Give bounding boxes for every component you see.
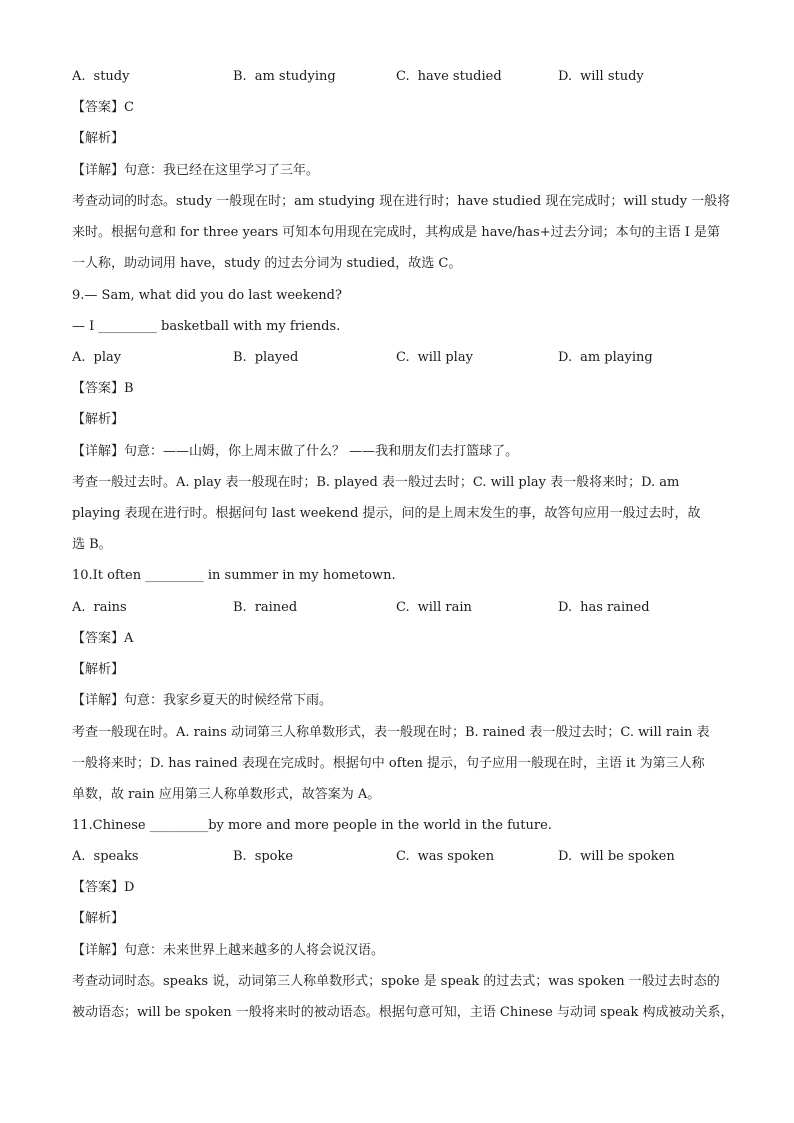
q8-explanation-line-3: 一人称，助动词用 have，study 的过去分词为 studied，故选 C。 [72, 256, 462, 271]
q8-option-d: D. will study [558, 69, 644, 84]
q11-explanation-line-1: 考查动词时态。speaks 说，动词第三人称单数形式；spoke 是 speak 的过去式；was spoken 一般过去时态的 [72, 974, 720, 989]
q11-option-a: A. speaks [72, 849, 139, 864]
q8-analysis-label: 【解析】 [72, 131, 125, 146]
q8-option-a: A. study [72, 69, 130, 84]
q10-answer: 【答案】A [72, 631, 134, 646]
q11-answer: 【答案】D [72, 880, 135, 895]
q10-stem: 10.It often _________ in summer in my hometown. [72, 568, 396, 583]
q11-option-b: B. spoke [233, 849, 294, 864]
q11-option-c: C. was spoken [396, 849, 495, 864]
q10-explanation-line-3: 单数，故 rain 应用第三人称单数形式，故答案为 A。 [72, 787, 381, 802]
q9-explanation-line-1: 考查一般过去时。A. play 表一般现在时；B. played 表一般过去时；C. will play 表一般将来时；D. am [72, 475, 680, 490]
q10-analysis-label: 【解析】 [72, 662, 125, 677]
q9-stem-1: 9.— Sam, what did you do last weekend? [72, 288, 342, 303]
q11-detail: 【详解】句意：未来世界上越来越多的人将会说汉语。 [72, 943, 385, 958]
q11-option-d: D. will be spoken [558, 849, 675, 864]
q11-stem: 11.Chinese _________by more and more people in the world in the future. [72, 818, 552, 833]
q10-option-d: D. has rained [558, 600, 650, 615]
q8-option-b: B. am studying [233, 69, 336, 84]
q8-answer: 【答案】C [72, 100, 134, 115]
q8-explanation-line-1: 考查动词的时态。study 一般现在时；am studying 现在进行时；have studied 现在完成时；will study 一般将 [72, 194, 731, 209]
q8-option-c: C. have studied [396, 69, 502, 84]
q8-detail: 【详解】句意：我已经在这里学习了三年。 [72, 163, 320, 178]
q9-analysis-label: 【解析】 [72, 412, 125, 427]
q10-option-c: C. will rain [396, 600, 472, 615]
q10-option-b: B. rained [233, 600, 298, 615]
q9-answer: 【答案】B [72, 381, 134, 396]
q10-detail: 【详解】句意：我家乡夏天的时候经常下雨。 [72, 693, 333, 708]
q11-explanation-line-2: 被动语态；will be spoken 一般将来时的被动语态。根据句意可知，主语 Chinese 与动词 speak 构成被动关系， [72, 1005, 734, 1020]
q9-option-c: C. will play [396, 350, 473, 365]
q9-stem-2: — I _________ basketball with my friends. [72, 319, 341, 334]
q9-explanation-line-3: 选 B。 [72, 537, 112, 552]
q9-option-a: A. play [72, 350, 122, 365]
q10-explanation-line-1: 考查一般现在时。A. rains 动词第三人称单数形式，表一般现在时；B. rained 表一般过去时；C. will rain 表 [72, 725, 710, 740]
q9-option-d: D. am playing [558, 350, 653, 365]
q9-detail: 【详解】句意：——山姆，你上周末做了什么？ ——我和朋友们去打篮球了。 [72, 444, 519, 459]
q8-explanation-line-2: 来时。根据句意和 for three years 可知本句用现在完成时，其构成是 have/has+过去分词；本句的主语 I 是第 [72, 225, 721, 240]
q11-analysis-label: 【解析】 [72, 911, 125, 926]
q9-option-b: B. played [233, 350, 299, 365]
q10-explanation-line-2: 一般将来时；D. has rained 表现在完成时。根据句中 often 提示，句子应用一般现在时，主语 it 为第三人称 [72, 756, 705, 771]
q9-explanation-line-2: playing 表现在进行时。根据问句 last weekend 提示，问的是上周末发生的事，故答句应用一般过去时，故 [72, 506, 701, 521]
q10-option-a: A. rains [72, 600, 127, 615]
